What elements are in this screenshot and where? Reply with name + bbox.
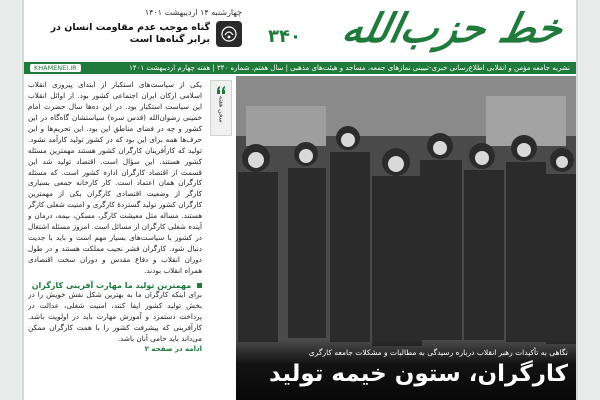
quote-icon [215, 84, 227, 96]
teaser-headline[interactable]: گناه موجب عدم مقاومت انسان در برابر گناه‌ها است [50, 21, 210, 45]
section-heading-text: مهمترین تولید ما مهارت آفرینی کارگران [31, 280, 192, 290]
photo-subcaption: نگاهی به تأکیدات رهبر انقلاب درباره رسیدگی به مطالبات و مشکلات جامعه کارگری [308, 348, 568, 357]
date-line: چهارشنبه ۱۴ اردیبهشت ۱۴۰۱ [144, 8, 242, 17]
cover-photo [236, 76, 576, 400]
info-strip [24, 62, 576, 74]
newsletter-logo: خط حزب‌الله [338, 6, 567, 52]
section-heading [28, 281, 202, 290]
article-column [28, 76, 206, 400]
teaser-box [32, 8, 242, 52]
strip-text: نشریه جامعه مؤمن و انقلابی اطلاع‌رسانی خبری-تبیینی نمازهای جمعه، مساجد و هیئت‌های مذهبی | سال هفتم، شماره ۳۴۰ | هفته چهارم اردیبهشت ۱۴۰۱ [129, 64, 570, 72]
masthead [24, 0, 576, 66]
photo-caption [236, 340, 576, 400]
weekly-quote-label: سخن هفته [217, 96, 225, 123]
continued-link[interactable]: ادامه در صفحه ۲ [144, 344, 202, 353]
article-body: یکی از سیاست‌های استکبار از ابتدای پیروزی انقلاب اسلامی ارکان ایران اجتماعی کشور بود. از اوائل انقلاب این سیاست استکبار بود. در این ده‌ها سال حضرت امام خمینی رضوان‌الله (قدس سره) سیاستشان گاه‌گاه در این کشور و چه در فضای مناطق این بود. این تحریم‌ها و این حرف‌ها همه برای این بود که در کشور تولید کارآمد نشود. تولید که کارآفرینان کارگران کشور هستند مهمترین مسئله کشور هستند. این سؤال است. اقتصاد تولید شد این قسمت از اقتصاد کارگران اداره کشور است. که مسئله کارگران همان اعتماد است. کار کارخانه جمعی بسیاری کارگر از وضعیت اقتصادی کارگران یکی از مهمترین کارگران کشور تولید گستردۀ کارگری و امنیت شغلی کارگر هستند. مساله مثل معیشت کارگر، مسکن، بیمه، درمان و آینده شغلی کارگران از مسائل است. امروز مسئله اشتغال در کشور با سیاست‌های بسیار مهم است و باید با جدیت دنبال شود. کارگران قشر نجیب مملکت هستند و در طول دوران انقلاب و دفاع مقدس و دوران سخت اقتصادی همراه انقلاب بودند. [28, 80, 202, 275]
logo-block [262, 4, 567, 60]
leader-seal-icon [216, 21, 242, 47]
weekly-quote-tab[interactable] [210, 80, 232, 136]
newsletter-page [22, 0, 578, 400]
section-body: برای اینکه کارگران ما به بهترین شکل نقش خویش را در بخش تولید کشور ایفا کنند، امنیت شغلی، عدالت در پرداخت دستمزد و آموزش مهارت باید در اولویت باشد. کارآفرینی که پیشرفت کشور را با همت کارگران ممکن می‌داند باید حامی آنان باشد. [28, 289, 202, 343]
content-area [24, 76, 576, 400]
site-tag[interactable]: KHAMENEI.IR [30, 64, 81, 72]
issue-number: ۳۴۰ [268, 26, 301, 47]
teaser-row [32, 21, 242, 47]
bullet-square-icon [197, 283, 202, 288]
photo-headline[interactable]: کارگران، ستون خیمه تولید [269, 361, 568, 387]
